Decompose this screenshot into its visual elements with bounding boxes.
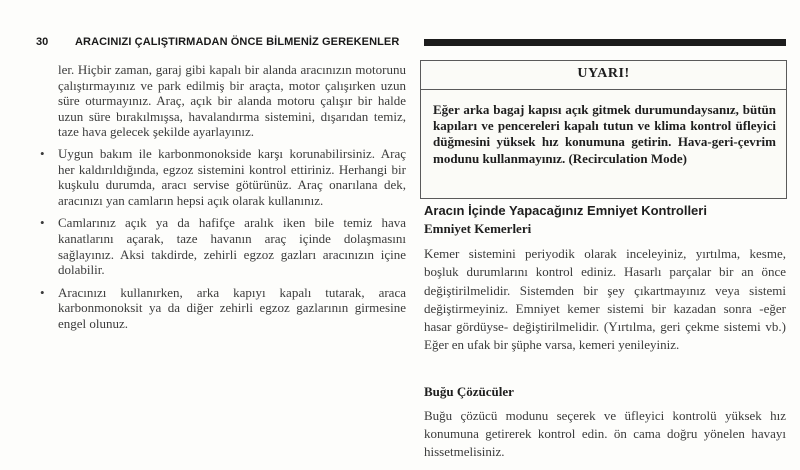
bullet-icon: • xyxy=(40,145,45,161)
page-header xyxy=(0,34,800,52)
seat-belts-paragraph: Kemer sistemini periyodik olarak inceleyiniz, yırtılma, kesme, boşluk durumlarını kontrol ediniz. Hasarlı parçalar bir an önce değiştirilmelidir. Sistemden bir şey çıkartmayınız veya sistemi değiştirmeyiniz. Emniyet kemer sistemi bir kazadan sonra -eğer hasar gördüyse- değiştirilmelidir. (Yırtılma, geri çekme sistemi vb.) Eğer en ufak bir şüphe varsa, kemeri yenileyiniz. xyxy=(424,246,786,353)
subsection-heading-seat-belts: Emniyet Kemerleri xyxy=(424,221,532,236)
section-title: Aracın İçinde Yapacağınız Emniyet Kontrolleri xyxy=(424,203,707,218)
warning-box xyxy=(420,60,787,199)
bullet-text: Aracınızı kullanırken, arka kapıyı kapalı tutarak, araca karbonmonoksit ya da diğer zehirli egzoz gazlarının girmesine engel olunuz. xyxy=(58,284,406,331)
safety-bullet-list xyxy=(40,146,406,332)
bullet-text: Camlarınız açık ya da hafifçe aralık iken bile temiz hava kanatlarını açarak, taze havanın araç içinde dolaşmasını sağlayınız. Aksi takdirde, zehirli egzoz gazları aracınızın içine dolabilir. xyxy=(58,215,406,278)
bullet-icon: • xyxy=(40,284,45,300)
running-title: ARACINIZI ÇALIŞTIRMADAN ÖNCE BİLMENİZ GEREKENLER xyxy=(75,36,400,48)
subsection-heading-defrosters: Buğu Çözücüler xyxy=(424,384,514,399)
list-item xyxy=(40,215,406,277)
page-number: 30 xyxy=(36,36,49,48)
continued-paragraph: ler. Hiçbir zaman, garaj gibi kapalı bir alanda aracınızın motorunu çalıştırmayınız ve park edilmiş bir araçta, motor çalışırken uzun süre oturmayınız. Araç, açık bir alanda motoru çalışır bir halde uzun süre bırakılmışsa, havalandırma sistemini, dışarıdan temiz, taze hava gelecek şekilde ayarlayınız. xyxy=(58,62,406,140)
warning-title-bar xyxy=(421,61,786,90)
warning-body: Eğer arka bagaj kapısı açık gitmek durumundaysanız, bütün kapıları ve pencereleri kapalı tutun ve klima kontrol üfleyici düğmesini yüksek hız konumuna getirin. Hava-geri-çevrim modunu kullanmayınız. (Recirculation Mode) xyxy=(433,102,776,166)
left-column xyxy=(40,62,406,339)
list-item xyxy=(40,146,406,208)
warning-title: UYARI! xyxy=(577,66,630,81)
header-rule xyxy=(424,39,786,46)
bullet-text: Uygun bakım ile karbonmonokside karşı korunabilirsiniz. Araç her kaldırıldığında, egzoz sistemini kontrol ettiriniz. Herhangi bir kuşkulu durumda, aracı servise götürünüz. Araç onarılana dek, aracınızı yan camların hepsi açık olarak kullanınız. xyxy=(58,145,406,208)
bullet-icon: • xyxy=(40,215,45,231)
defrosters-paragraph: Buğu çözücü modunu seçerek ve üfleyici kontrolü yüksek hız konumuna getirerek kontrol edin. ön cama doğru yönelen havayı hissetmelisiniz. xyxy=(424,408,786,459)
list-item xyxy=(40,285,406,332)
